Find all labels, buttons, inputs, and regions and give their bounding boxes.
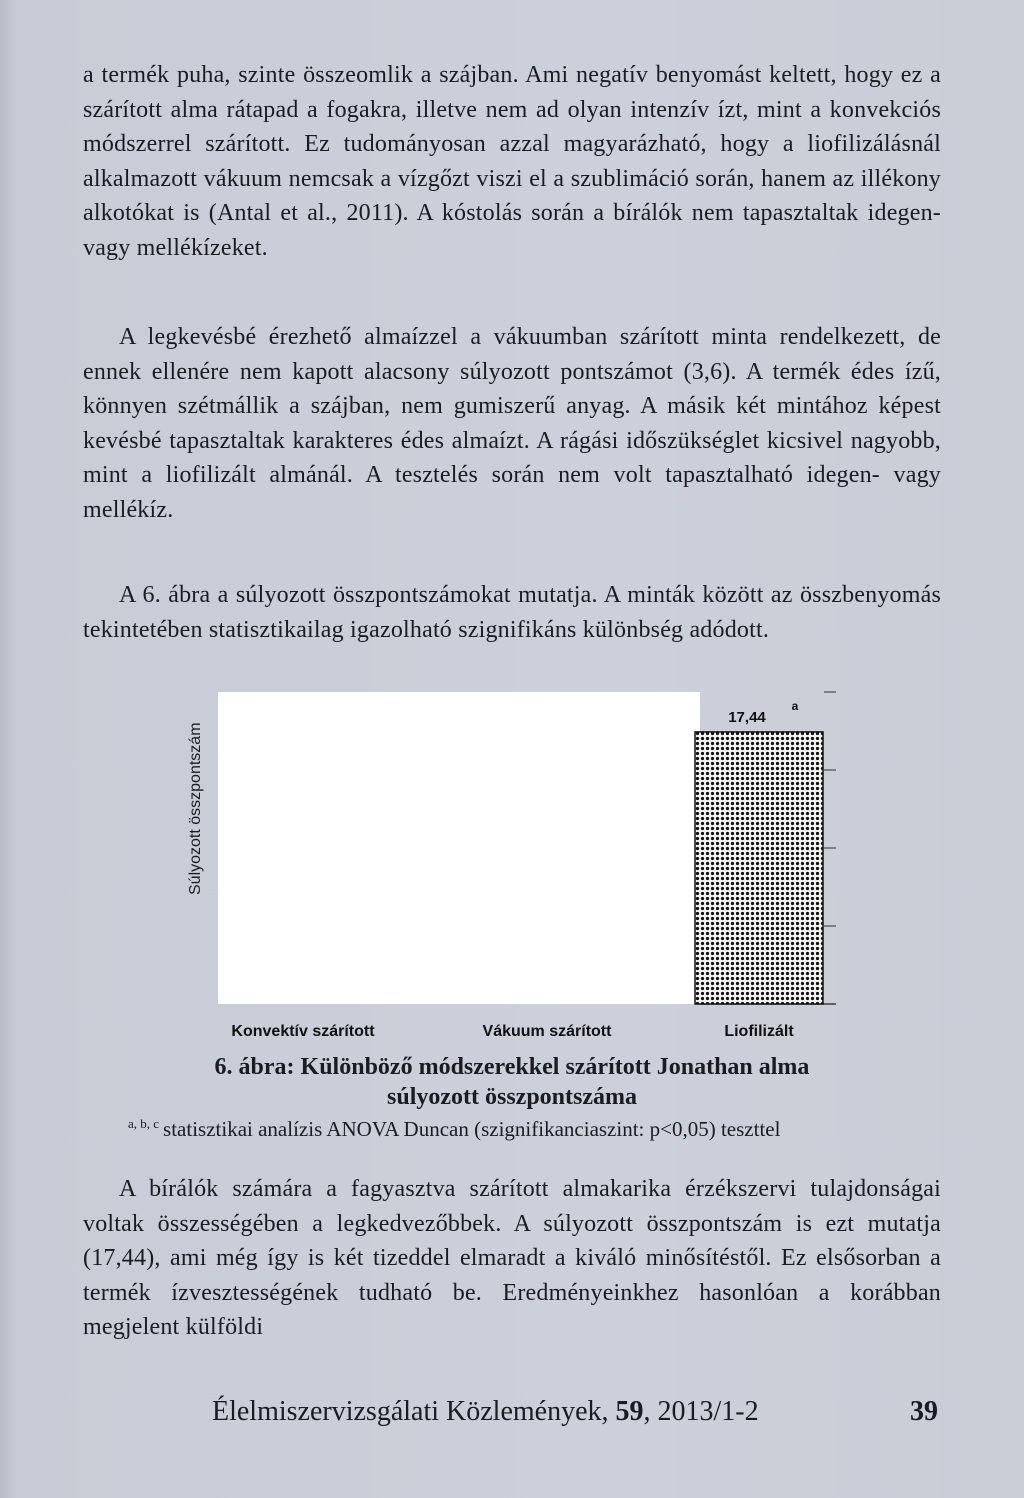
figure-caption-title: 6. ábra: Különböző módszerekkel szárított Jonathan alma xyxy=(214,1054,810,1080)
bar-chart xyxy=(170,686,870,1046)
paragraph-4: A bírálók számára a fagyasztva szárított almakarika érzékszervi tulajdonságai voltak összességében a legkedvezőbbek. A súlyozott összpontszám is ezt mutatja (17,44), ami még így is két tizeddel elmaradt a kiváló minősítéstől. Ez elsősorban a termék ízvesztességének tudható be. Eredményeinkhez hasonlóan a korábban megjelent külföldi xyxy=(83,1176,941,1341)
journal-name: Élelmiszervizsgálati Közlemények, xyxy=(212,1396,616,1427)
journal-issue: , 2013/1-2 xyxy=(643,1396,759,1427)
page-number: 39 xyxy=(910,1396,938,1427)
bar-value-label: 17,44 xyxy=(728,708,766,726)
paragraph-2: A legkevésbé érezhető almaízzel a vákuumban szárított minta rendelkezett, de ennek ellenére nem kapott alacsony súlyozott pontszámot (3,6). A termék édes ízű, könnyen szétmállik a szájban, nem gumiszerű anyag. A másik két mintához képest kevésbé tapasztaltak karakteres édes almaízt. A rágási időszükséglet kicsivel nagyobb, mint a liofilizált almánál. A tesztelés során nem volt tapasztalható idegen- vagy mellékíz. xyxy=(83,324,941,523)
paragraph-1: a termék puha, szinte összeomlik a szájban. Ami negatív benyomást keltett, hogy ez a szárított alma rátapad a fogakra, illetve nem ad olyan intenzív ízt, mint a konvekciós módszerrel szárított. Ez tudományosan azzal magyarázható, hogy a liofilizálásnál alkalmazott vákuum nemcsak a vízgőzt viszi el a szublimáció során, hanem az illékony alkotókat is (Antal et al., 2011). A kóstolás során a bírálók nem tapasztaltak idegen- vagy mellékízeket. xyxy=(83,62,941,261)
figure-note xyxy=(128,1110,928,1143)
bar xyxy=(695,732,823,1004)
note-text: statisztikai analízis ANOVA Duncan (szignifikanciaszint: p<0,05) teszttel xyxy=(163,1117,781,1141)
paragraph-3: A 6. ábra a súlyozott összpontszámokat mutatja. A minták között az összbenyomás tekintetében statisztikailag igazolható szignifikáns különbség adódott. xyxy=(83,582,941,643)
x-tick-label: Liofilizált xyxy=(724,1023,794,1040)
journal-footer xyxy=(212,1396,759,1428)
note-superscript: a, b, c xyxy=(128,1116,160,1131)
plot-area-panel xyxy=(218,692,700,1004)
x-tick-label: Konvektív szárított xyxy=(231,1023,375,1040)
x-tick-label: Vákuum szárított xyxy=(482,1023,612,1040)
page: a termék puha, szinte összeomlik a szájban. Ami negatív benyomást keltett, hogy ez a szárított alma rátapad a fogakra, illetve nem ad olyan intenzív ízt, mint a konvekciós módszerrel szárított. Ez tudományosan azzal magyarázható, hogy a liofilizálásnál alkalmazott vákuum nemcsak a vízgőzt viszi el a szublimáció során, hanem az illékony alkotókat is (Antal et al., 2011). A kóstolás során a bírálók nem tapasztaltak idegen- vagy mellékízeket. A legkevésbé érezhető almaízzel a vákuumban szárított minta rendelkezett, de ennek ellenére nem kapott alacsony súlyozott pontszámot (3,6). A termék édes ízű, könnyen szétmállik a szájban, nem gumiszerű anyag. A másik két mintához képest kevésbé tapasztaltak karakteres édes almaízt. A rágási időszükséglet kicsivel nagyobb, mint a liofilizált almánál. A tesztelés során nem volt tapasztalható idegen- vagy mellékíz. A 6. ábra a súlyozott összpontszámokat mutatja. A minták között az összbenyomás tekintetében statisztikailag igazolható szignifikáns különbség adódott. Súlyozott összpontszám Konvektív szárított Vákuum szárított Liofilizált 17,44 a 6. ábra: Különböző módszerekkel szárított Jonathan alma súlyozott összpontszáma $^{a, b, c}$ statisztikai analízis ANOVA Duncan (szignifikanciaszint: p<0,05) teszttel A bírálók számára a fagyasztva szárított almakarika érzékszervi tulajdonságai voltak összességében a legkedvezőbbek. A súlyozott összpontszám is ezt mutatja (17,44), ami még így is két tizeddel elmaradt a kiváló minősítéstől. Ez elsősorban a termék ízvesztességének tudható be. Eredményeinkhez hasonlóan a korábban megjelent külföldi Élelmiszervizsgálati Közlemények, 59, 2013/1-2 39 xyxy=(0,0,1024,1498)
figure-6-chart xyxy=(170,686,870,1046)
figure-caption-subtitle: súlyozott összpontszáma xyxy=(387,1084,637,1110)
journal-volume: 59 xyxy=(615,1396,644,1427)
significance-letter: a xyxy=(791,698,799,713)
